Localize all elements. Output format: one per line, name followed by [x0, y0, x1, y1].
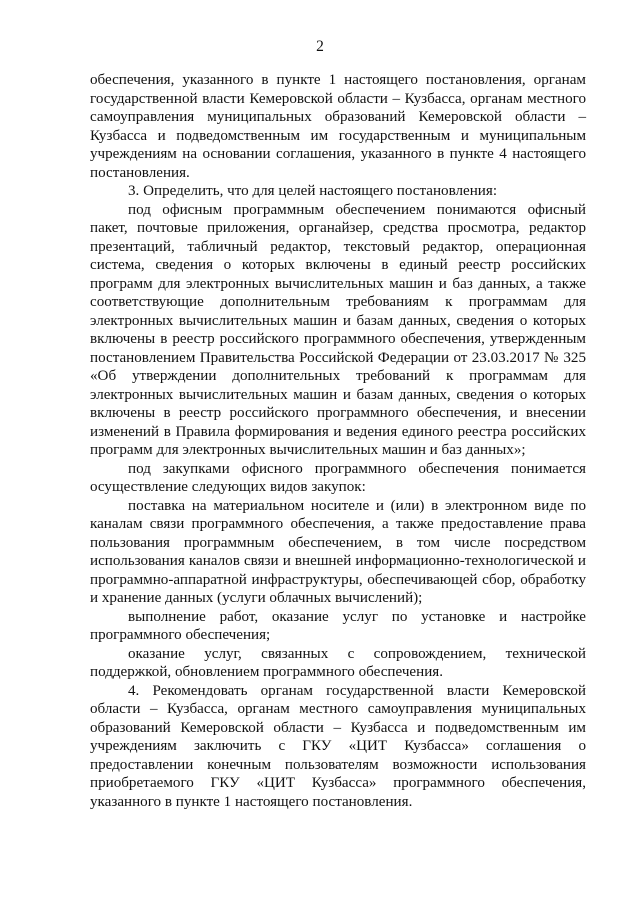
text-line: электронных вычислительных машин и базам данных, сведения о которых — [90, 312, 586, 329]
text-line: предоставлении конечным пользователям возможности использования — [90, 756, 586, 773]
text-line: каналам связи программного обеспечения, а также предоставление права — [90, 516, 586, 532]
page-number: 2 — [316, 38, 324, 55]
text-line: программ для электронных вычислительных машин и баз данных»; — [90, 442, 526, 458]
text-line: пакет, почтовые приложения, органайзер, средства просмотра, редактор — [90, 220, 586, 236]
text-line: «Об утверждении дополнительных требований к программам для — [90, 368, 586, 384]
text-line: самоуправления муниципальных образований Кемеровской области – — [90, 109, 586, 125]
text-line: обеспечения, указанного в пункте 1 настоящего постановления, органам — [90, 72, 586, 88]
text-line: поддержкой, обновлением программного обеспечения. — [90, 664, 443, 680]
text-line: под закупками офисного программного обеспечения понимается — [128, 460, 586, 477]
text-line: программного обеспечения; — [90, 627, 271, 643]
text-line: государственной власти Кемеровской области – Кузбасса, органам местного — [90, 90, 586, 107]
text-line: поставка на материальном носителе и (или) в электронном виде по — [128, 497, 586, 514]
text-line: 4. Рекомендовать органам государственной власти Кемеровской — [128, 682, 586, 699]
text-line: под офисным программным обеспечением понимаются офисный — [128, 201, 586, 218]
text-line: учреждениям заключить с ГКУ «ЦИТ Кузбасса» соглашения о — [90, 738, 586, 754]
text-line: презентаций, табличный редактор, текстовый редактор, операционная — [90, 238, 586, 255]
text-line: постановления. — [90, 164, 190, 181]
text-line: учреждениям на основании соглашения, указанного в пункте 4 настоящего — [90, 146, 586, 162]
text-line: включены в реестр российского программного обеспечения, и внесении — [90, 405, 586, 421]
document-body — [90, 71, 586, 811]
text-line: оказание услуг, связанных с сопровождением, технической — [128, 645, 586, 662]
text-line: изменений в Правила формирования и ведения единого реестра российских — [90, 423, 586, 440]
text-line: выполнение работ, оказание услуг по установке и настройке — [128, 608, 586, 625]
text-line: постановлением Правительства Российской Федерации от 23.03.2017 № 325 — [90, 349, 586, 366]
text-line: включены в реестр российского программного обеспечения, утвержденным — [90, 331, 586, 347]
text-line: Кузбасса и подведомственным им государственным и муниципальным — [90, 127, 586, 144]
text-line: электронных вычислительных машин и базам данных, сведения о которых — [90, 386, 586, 403]
text-line: образований Кемеровской области – Кузбасса и подведомственным им — [90, 719, 586, 736]
text-line: система, сведения о которых включены в единый реестр российских — [90, 257, 586, 273]
text-line: указанного в пункте 1 настоящего постановления. — [90, 793, 413, 810]
text-line: использования каналов связи и внешней информационно-технологической и — [90, 553, 586, 569]
text-line: приобретаемого ГКУ «ЦИТ Кузбасса» программного обеспечения, — [90, 775, 586, 791]
text-line: программно-аппаратной инфраструктуры, обеспечивающей сбор, обработку — [90, 571, 586, 588]
text-line: 3. Определить, что для целей настоящего постановления: — [128, 183, 498, 199]
text-line: соответствующие дополнительным требованиям к программам для — [90, 294, 586, 310]
text-line: области – Кузбасса, органам местного самоуправления муниципальных — [90, 701, 586, 717]
text-line: пользования программным обеспечением, в том числе посредством — [90, 534, 586, 551]
text-line: осуществление следующих видов закупок: — [90, 479, 366, 495]
text-line: программ для электронных вычислительных машин и баз данных, а также — [90, 275, 586, 292]
text-line: и хранение данных (услуги облачных вычислений); — [90, 590, 423, 606]
